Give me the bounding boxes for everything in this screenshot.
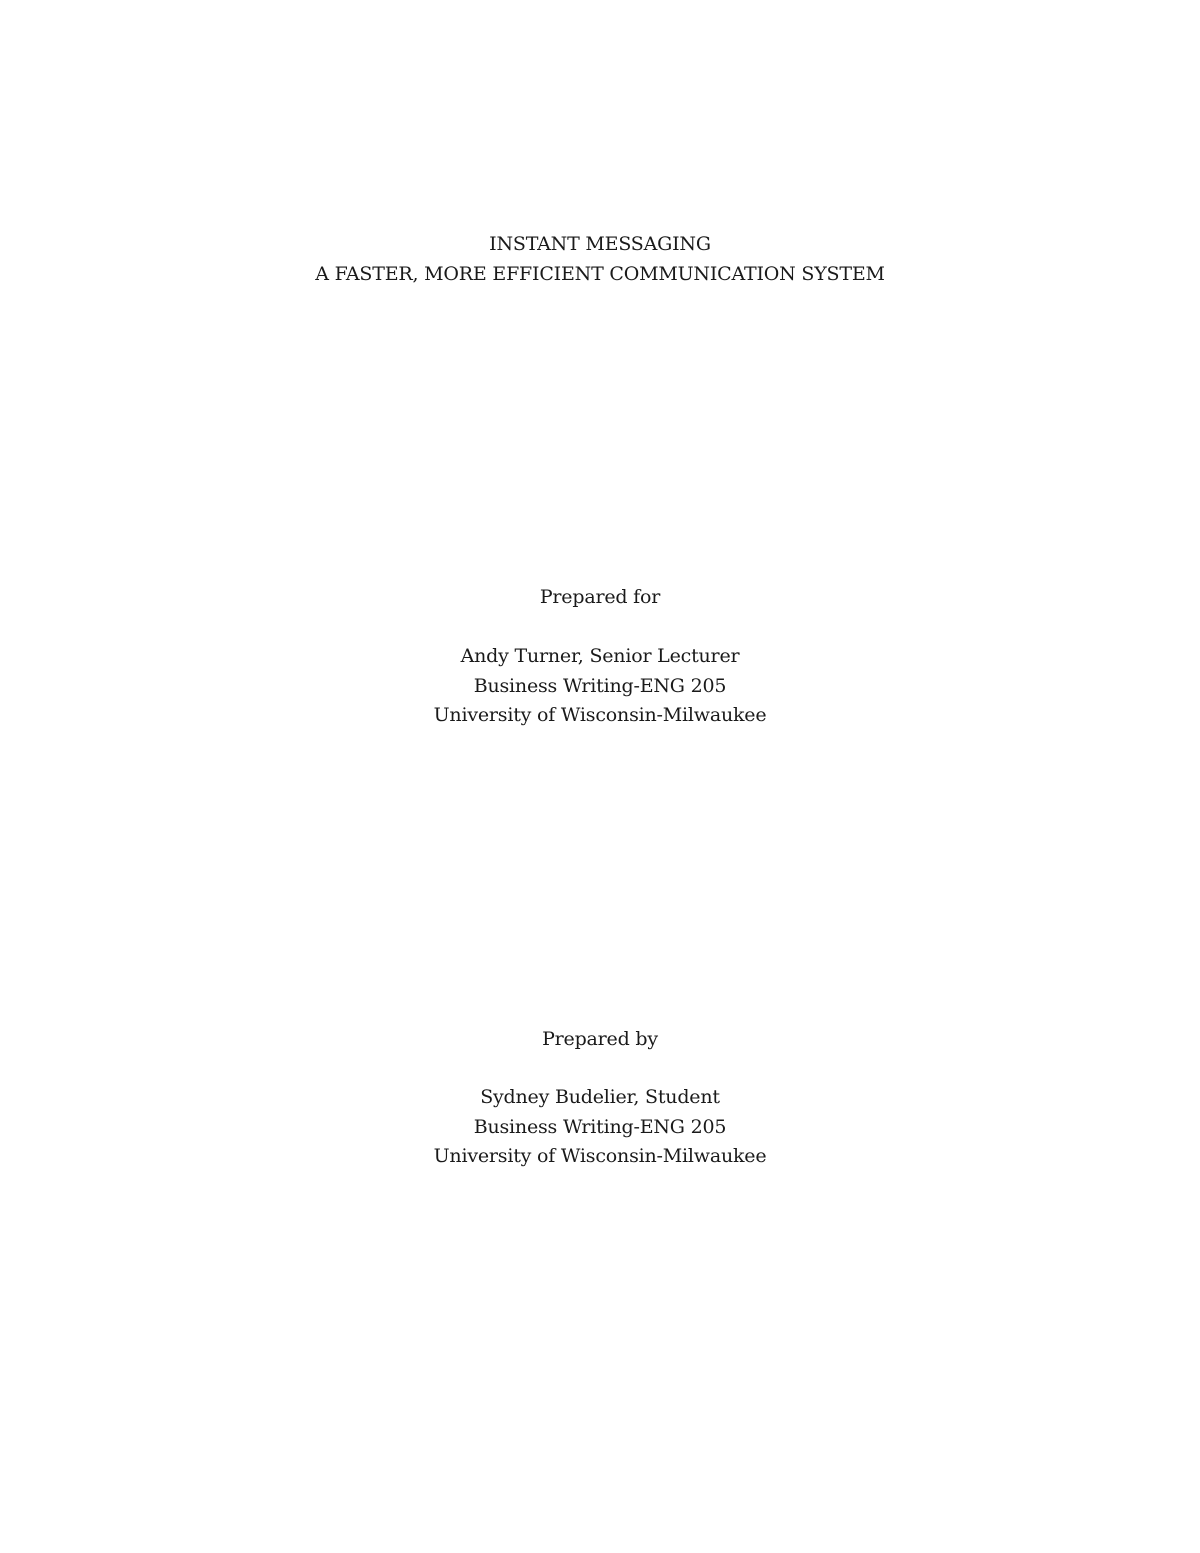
prepared-by-section [0, 1025, 1200, 1055]
prepared-for-section [0, 583, 1200, 613]
author-institution: University of Wisconsin-Milwaukee [433, 1145, 767, 1167]
author-course: Business Writing-ENG 205 [473, 1115, 727, 1138]
recipient-name: Andy Turner, Senior Lecturer [460, 645, 740, 667]
prepared-for-label: Prepared for [539, 586, 661, 608]
prepared-by-label: Prepared by [542, 1028, 658, 1050]
recipient-institution: University of Wisconsin-Milwaukee [433, 704, 767, 726]
title-line-2: A FASTER, MORE EFFICIENT COMMUNICATION SYSTEM [315, 262, 885, 285]
document-title [0, 230, 1200, 289]
title-line-1: INSTANT MESSAGING [489, 233, 711, 255]
prepared-by-details [0, 1083, 1200, 1172]
author-name: Sydney Budelier, Student [480, 1086, 720, 1108]
prepared-for-details [0, 642, 1200, 731]
recipient-course: Business Writing-ENG 205 [473, 674, 727, 697]
